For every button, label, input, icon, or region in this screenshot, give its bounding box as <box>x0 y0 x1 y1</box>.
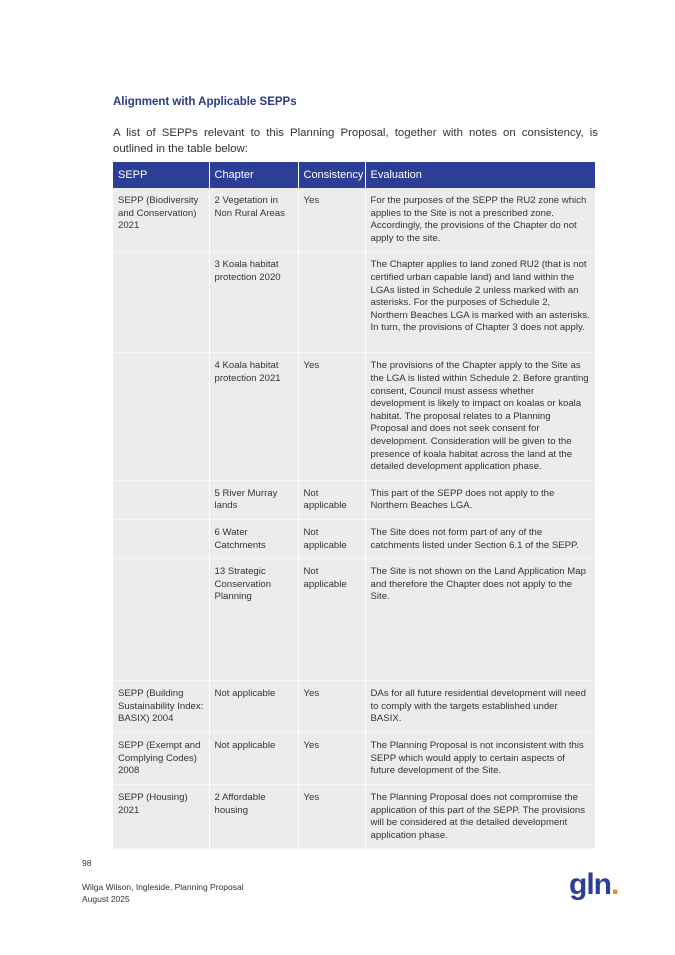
cell-sepp: SEPP (Housing) 2021 <box>113 785 209 849</box>
cell-consistency: Yes <box>298 681 365 733</box>
header-chapter: Chapter <box>209 162 298 188</box>
table-row <box>113 519 595 558</box>
cell-evaluation: The Planning Proposal does not compromise the application of this part of the SEPP. The provisions will be considered at the detailed development application phase. <box>365 785 595 849</box>
cell-evaluation: This part of the SEPP does not apply to the Northern Beaches LGA. <box>365 480 595 519</box>
cell-consistency: Yes <box>298 733 365 785</box>
table-header-row <box>113 162 595 188</box>
table-row <box>113 480 595 519</box>
cell-sepp: SEPP (Exempt and Complying Codes) 2008 <box>113 733 209 785</box>
cell-sepp: SEPP (Biodiversity and Conservation) 2021 <box>113 188 209 252</box>
table-row <box>113 353 595 480</box>
cell-evaluation: The Planning Proposal is not inconsistent with this SEPP which would apply to certain aspects of future development of the Site. <box>365 733 595 785</box>
header-consistency: Consistency <box>298 162 365 188</box>
table-row <box>113 681 595 733</box>
cell-sepp <box>113 559 209 681</box>
table-row <box>113 252 595 353</box>
cell-sepp <box>113 252 209 353</box>
cell-chapter: 13 Strategic Conservation Planning <box>209 559 298 681</box>
cell-chapter: 2 Affordable housing <box>209 785 298 849</box>
table-row <box>113 559 595 681</box>
cell-consistency: Not applicable <box>298 559 365 681</box>
cell-sepp: SEPP (Building Sustainability Index: BASIX) 2004 <box>113 681 209 733</box>
header-evaluation: Evaluation <box>365 162 595 188</box>
intro-paragraph: A list of SEPPs relevant to this Planning Proposal, together with notes on consistency, is outlined in the table below: <box>113 127 598 155</box>
logo-dot: . <box>611 868 619 901</box>
cell-chapter: Not applicable <box>209 681 298 733</box>
cell-evaluation: The provisions of the Chapter apply to the Site as the LGA is listed within Schedule 2. Before granting consent, Council must assess whether development is likely to impact on koalas or koala habitat. The proposal relates to a Planning Proposal and does not seek consent for development. Consideration will be given to the presence of koala habitat across the land at the detailed development application phase. <box>365 353 595 480</box>
cell-evaluation: The Site does not form part of any of the catchments listed under Section 6.1 of the SEPP. <box>365 519 595 558</box>
cell-consistency: Not applicable <box>298 480 365 519</box>
cell-sepp <box>113 519 209 558</box>
cell-chapter: 3 Koala habitat protection 2020 <box>209 252 298 353</box>
cell-chapter: Not applicable <box>209 733 298 785</box>
cell-evaluation: For the purposes of the SEPP the RU2 zone which applies to the Site is not a prescribed zone. Accordingly, the provisions of the Chapter do not apply to the site. <box>365 188 595 252</box>
page-number: 98 <box>82 858 92 868</box>
cell-consistency <box>298 252 365 353</box>
table-row <box>113 785 595 849</box>
cell-chapter: 4 Koala habitat protection 2021 <box>209 353 298 480</box>
sepp-table <box>113 162 595 849</box>
cell-evaluation: The Chapter applies to land zoned RU2 (that is not certified urban capable land) and land within the LGAs listed in Schedule 2 unless marked with an asterisks. For the purposes of Schedule 2, Northern Beaches LGA is marked with an asterisks. In turn, the provisions of Chapter 3 does not apply. <box>365 252 595 353</box>
header-sepp: SEPP <box>113 162 209 188</box>
cell-chapter: 5 River Murray lands <box>209 480 298 519</box>
cell-consistency: Yes <box>298 353 365 480</box>
logo-text: gln <box>569 868 611 901</box>
footer-date: August 2025 <box>82 894 130 904</box>
cell-consistency: Not applicable <box>298 519 365 558</box>
cell-consistency: Yes <box>298 785 365 849</box>
cell-chapter: 2 Vegetation in Non Rural Areas <box>209 188 298 252</box>
section-heading: Alignment with Applicable SEPPs <box>113 96 297 108</box>
table-row <box>113 733 595 785</box>
gln-logo <box>569 868 618 902</box>
table-row <box>113 188 595 252</box>
cell-sepp <box>113 353 209 480</box>
cell-chapter: 6 Water Catchments <box>209 519 298 558</box>
cell-sepp <box>113 480 209 519</box>
footer-document-title: Wilga Wilson, Ingleside, Planning Proposal <box>82 882 244 892</box>
cell-consistency: Yes <box>298 188 365 252</box>
cell-evaluation: DAs for all future residential development will need to comply with the targets established under BASIX. <box>365 681 595 733</box>
cell-evaluation: The Site is not shown on the Land Application Map and therefore the Chapter does not apply to the Site. <box>365 559 595 681</box>
